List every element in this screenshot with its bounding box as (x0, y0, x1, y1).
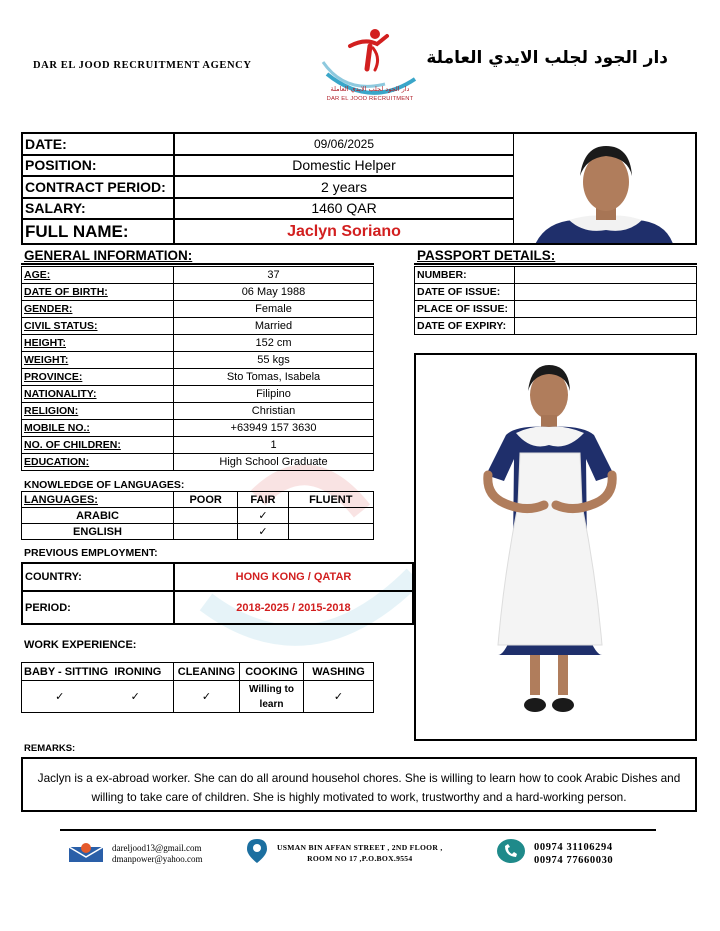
agency-name-arabic: دار الجود لجلب الايدي العاملة (426, 48, 668, 68)
table-row (22, 524, 374, 540)
table-row (22, 508, 374, 524)
footer-divider (60, 829, 656, 831)
date-of-issue-label: DATE OF ISSUE: (415, 284, 515, 301)
agency-name-english: DAR EL JOOD RECRUITMENT AGENCY (33, 60, 252, 71)
height-label: HEIGHT: (22, 335, 174, 352)
general-info-table (21, 266, 374, 471)
logo-caption-english: DAR EL JOOD RECRUITMENT (326, 96, 414, 102)
passport-details-heading: PASSPORT DETAILS: (417, 248, 556, 263)
table-row (22, 352, 374, 369)
email-primary[interactable]: dareljood13@gmail.com (112, 843, 202, 853)
english-fair-check: ✓ (238, 524, 288, 540)
summary-table (21, 132, 515, 245)
languages-heading: KNOWLEDGE OF LANGUAGES: (24, 479, 185, 491)
table-row (22, 492, 374, 508)
arabic-fluent (288, 508, 373, 524)
email-secondary[interactable]: dmanpower@yahoo.com (112, 854, 203, 864)
address-line-2: ROOM NO 17 ,P.O.BOX.9554 (307, 854, 413, 863)
table-row (22, 335, 374, 352)
table-row (22, 681, 374, 713)
table-row (22, 420, 374, 437)
nationality-label: NATIONALITY: (22, 386, 174, 403)
english-fluent (288, 524, 373, 540)
passport-heading-rule (414, 263, 697, 265)
gender-label: GENDER: (22, 301, 174, 318)
washing-header: WASHING (304, 663, 374, 681)
poor-header: POOR (174, 492, 238, 508)
phone-secondary[interactable]: 00974 77660030 (534, 855, 614, 866)
table-row (22, 284, 374, 301)
table-row (22, 591, 413, 624)
arabic-fair-check: ✓ (238, 508, 288, 524)
place-of-issue-label: PLACE OF ISSUE: (415, 301, 515, 318)
date-of-expiry-value (515, 318, 697, 335)
height-value: 152 cm (174, 335, 374, 352)
salary-label: SALARY: (22, 198, 174, 220)
table-row (415, 301, 697, 318)
ironing-check: ✓ (98, 681, 174, 713)
date-of-issue-value (515, 284, 697, 301)
phone-icon (496, 838, 526, 864)
table-row (22, 454, 374, 471)
contract-value: 2 years (174, 176, 514, 198)
date-label: DATE: (22, 133, 174, 155)
mail-icon (68, 841, 104, 863)
headshot-photo (514, 132, 697, 245)
passport-table (414, 266, 697, 335)
country-label: COUNTRY: (22, 563, 174, 591)
civil-status-label: CIVIL STATUS: (22, 318, 174, 335)
logo-caption-arabic: دار الجود لجلب الايدي العاملة (330, 85, 410, 93)
salary-value: 1460 QAR (174, 198, 514, 220)
babysitting-check: ✓ (22, 681, 98, 713)
weight-label: WEIGHT: (22, 352, 174, 369)
contract-label: CONTRACT PERIOD: (22, 176, 174, 198)
table-row (22, 663, 374, 681)
english-poor (174, 524, 238, 540)
civil-status-value: Married (174, 318, 374, 335)
remarks-text: Jaclyn is a ex-abroad worker. She can do all around househol chores. She is willing to learn how to cook Arabic Dishes and willing to take care of children. She is highly motivated to work, trustworthy and a hard-working person. (21, 757, 697, 812)
work-experience-heading: WORK EXPERIENCE: (24, 639, 137, 651)
washing-check: ✓ (304, 681, 374, 713)
cooking-value: Willing to learn (240, 681, 304, 713)
table-row (22, 437, 374, 454)
dob-value: 06 May 1988 (174, 284, 374, 301)
table-row (22, 267, 374, 284)
address-line-1: USMAN BIN AFFAN STREET , 2ND FLOOR , (277, 843, 443, 852)
position-label: POSITION: (22, 155, 174, 177)
religion-label: RELIGION: (22, 403, 174, 420)
passport-number-value (515, 267, 697, 284)
general-heading-rule (21, 263, 374, 265)
table-row (22, 301, 374, 318)
babysitting-ironing-header (22, 663, 174, 681)
language-arabic: ARABIC (22, 508, 174, 524)
table-row (415, 318, 697, 335)
period-value: 2018-2025 / 2015-2018 (174, 591, 413, 624)
table-row (22, 563, 413, 591)
education-value: High School Graduate (174, 454, 374, 471)
province-value: Sto Tomas, Isabela (174, 369, 374, 386)
footer-emails (112, 843, 203, 865)
mobile-value: +63949 157 3630 (174, 420, 374, 437)
table-row (22, 318, 374, 335)
date-of-expiry-label: DATE OF EXPIRY: (415, 318, 515, 335)
education-label: EDUCATION: (22, 454, 174, 471)
table-row (22, 386, 374, 403)
table-row (415, 267, 697, 284)
languages-table (21, 491, 374, 540)
period-label: PERIOD: (22, 591, 174, 624)
location-pin-icon (246, 838, 268, 864)
fair-header: FAIR (238, 492, 288, 508)
passport-number-label: NUMBER: (415, 267, 515, 284)
cleaning-header: CLEANING (174, 663, 240, 681)
phone-primary[interactable]: 00974 31106294 (534, 842, 613, 853)
language-english: ENGLISH (22, 524, 174, 540)
religion-value: Christian (174, 403, 374, 420)
general-info-heading: GENERAL INFORMATION: (24, 248, 193, 263)
date-value: 09/06/2025 (174, 133, 514, 155)
table-row (22, 403, 374, 420)
nationality-value: Filipino (174, 386, 374, 403)
footer-address (277, 842, 443, 864)
languages-header: LANGUAGES: (22, 492, 174, 508)
gender-value: Female (174, 301, 374, 318)
full-name-label: FULL NAME: (22, 219, 174, 244)
arabic-poor (174, 508, 238, 524)
full-name-value: Jaclyn Soriano (174, 219, 514, 244)
cooking-header: COOKING (240, 663, 304, 681)
ironing-header: IRONING (114, 665, 162, 678)
previous-employment-table (21, 562, 414, 625)
remarks-heading: REMARKS: (24, 743, 76, 754)
cleaning-check: ✓ (174, 681, 240, 713)
table-row (22, 369, 374, 386)
children-value: 1 (174, 437, 374, 454)
full-body-photo (414, 353, 697, 741)
footer-phones (534, 841, 613, 867)
country-value: HONG KONG / QATAR (174, 563, 413, 591)
position-value: Domestic Helper (174, 155, 514, 177)
children-label: NO. OF CHILDREN: (22, 437, 174, 454)
dob-label: DATE OF BIRTH: (22, 284, 174, 301)
agency-logo (315, 24, 425, 106)
province-label: PROVINCE: (22, 369, 174, 386)
table-row (415, 284, 697, 301)
babysitting-header: BABY - SITTING (24, 665, 109, 678)
place-of-issue-value (515, 301, 697, 318)
age-value: 37 (174, 267, 374, 284)
age-label: AGE: (22, 267, 174, 284)
mobile-label: MOBILE NO.: (22, 420, 174, 437)
work-experience-table (21, 662, 374, 713)
previous-employment-heading: PREVIOUS EMPLOYMENT: (24, 547, 158, 559)
weight-value: 55 kgs (174, 352, 374, 369)
fluent-header: FLUENT (288, 492, 373, 508)
